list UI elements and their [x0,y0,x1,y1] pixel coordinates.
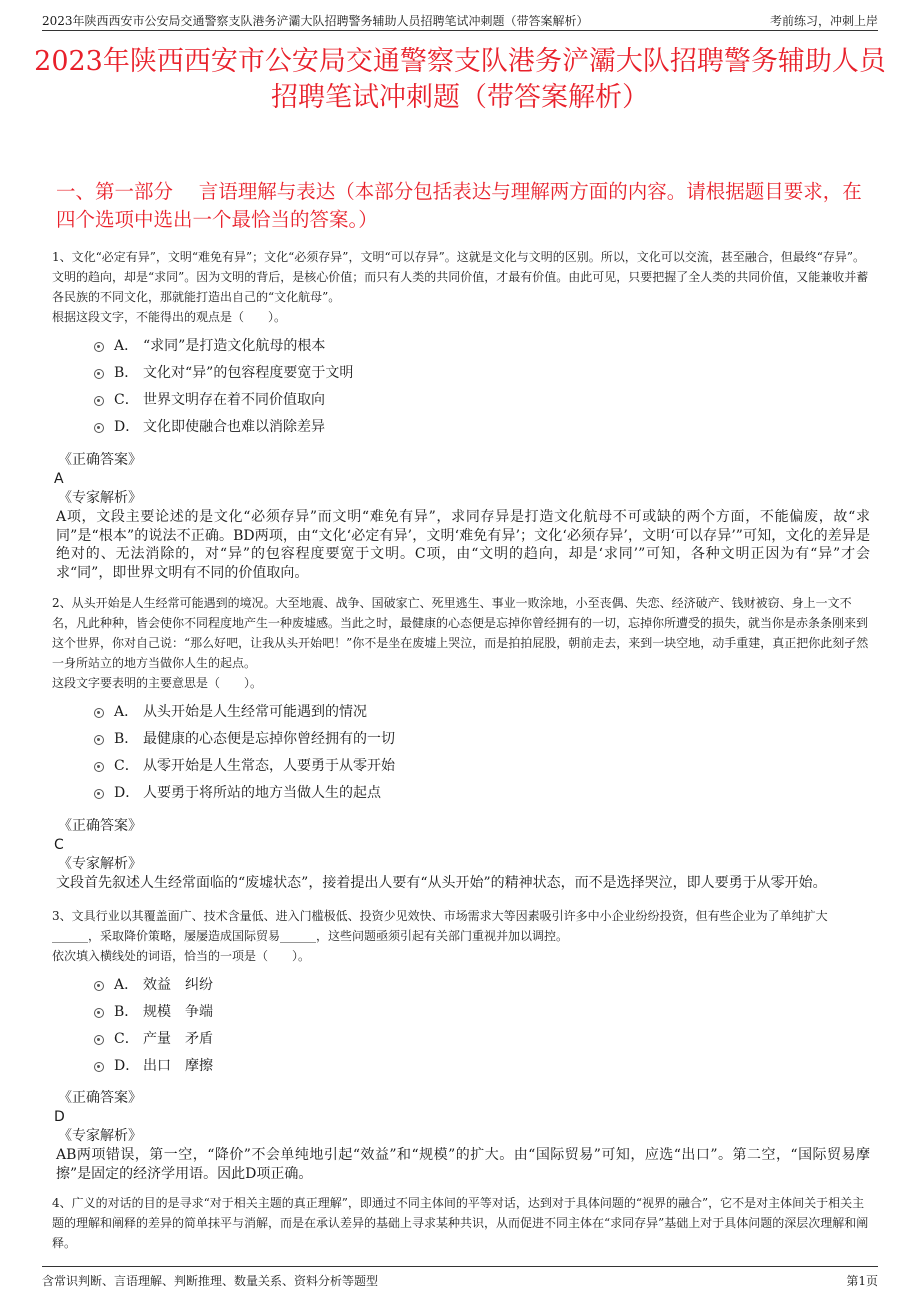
radio-icon[interactable] [94,735,104,745]
option-text: 文化即使融合也难以消除差异 [143,419,325,435]
option-text: 人要勇于将所站的地方当做人生的起点 [143,785,381,801]
option-text: 从头开始是人生经常可能遇到的情况 [143,704,367,720]
option-letter: C． [114,758,139,774]
option-letter: D． [114,1058,140,1074]
options-list [52,699,870,807]
header-slogan: 考前练习，冲刺上岸 [769,14,878,28]
option-d[interactable] [94,1053,870,1080]
radio-icon[interactable] [94,708,104,718]
question-1 [52,247,870,441]
analysis-label: 《专家解析》 [58,856,142,872]
radio-icon[interactable] [94,423,104,433]
option-letter: D． [114,419,140,435]
option-b[interactable] [94,999,870,1026]
radio-icon[interactable] [94,396,104,406]
option-letter: C． [114,392,139,408]
answer-block-3 [52,1089,870,1183]
radio-icon[interactable] [94,981,104,991]
page-number: 第1页 [846,1274,878,1288]
answer-value: D [54,1109,65,1125]
answer-value: C [54,837,64,853]
option-text: 效益 纠纷 [143,977,213,993]
options-list [52,333,870,441]
radio-icon[interactable] [94,1008,104,1018]
question-stem: 1、文化“必定有异”，文明“难免有异”；文化“必须存异”，文明“可以存异”。这就是文化与文明的区别。所以，文化可以交流，甚至融合，但最终“存异”。文明的趋向，却是“求同”。因为文明的背后，是核心价值；而只有人类的共同价值，才最有价值。由此可见，只要把握了全人类的共同价值，又能兼收并蓄各民族的不同文化，那就能打造出自己的“文化航母”。 [52,250,869,304]
option-b[interactable] [94,726,870,753]
header-doc-title: 2023年陕西西安市公安局交通警察支队港务浐灞大队招聘警务辅助人员招聘笔试冲刺题（带答案解析） [42,14,589,28]
radio-icon[interactable] [94,762,104,772]
answer-block-1 [52,451,870,582]
option-text: 世界文明存在着不同价值取向 [143,392,325,408]
radio-icon[interactable] [94,369,104,379]
analysis-label: 《专家解析》 [58,490,142,506]
option-a[interactable] [94,333,870,360]
option-text: “求同”是打造文化航母的根本 [143,338,326,354]
option-d[interactable] [94,780,870,807]
question-prompt: 依次填入横线处的词语，恰当的一项是（ ）。 [52,949,311,963]
radio-icon[interactable] [94,789,104,799]
option-text: 出口 摩擦 [143,1058,213,1074]
option-text: 产量 矛盾 [143,1031,213,1047]
answer-value: A [54,471,64,487]
analysis-text: A项，文段主要论述的是文化“必须存异”而文明“难免有异”，求同存异是打造文化航母不可或缺的两个方面，不能偏废，故“求同”是“根本”的说法不正确。BD两项，由“文化‘必定有异’，文明‘难免有异’；文化‘必须存异’，文明‘可以存异’”可知，文化的差异是绝对的、无法消除的，对“异”的包容程度要宽于文明。C项，由“文明的趋向，却是‘求同’”可知，各种文明正因为有“异”才会求“同”，即世界文明有不同的价值取向。 [56,509,870,581]
footer-topics: 含常识判断、言语理解、判断推理、数量关系、资料分析等题型 [42,1274,379,1288]
page-header [42,10,878,31]
options-list [52,972,870,1080]
option-letter: A． [114,704,139,720]
answer-block-2 [52,817,870,893]
option-text: 规模 争端 [143,1004,213,1020]
question-prompt: 这段文字要表明的主要意思是（ ）。 [52,676,263,690]
question-stem: 4、广义的对话的目的是寻求“对于相关主题的真正理解”，即通过不同主体间的平等对话，达到对于具体问题的“视界的融合”，它不是对主体间关于相关主题的理解和阐释的差异的简单抹平与消解，而是在承认差异的基础上寻求某种共识，从而促进不同主体在“求同存异”基础上对于具体问题的深层次理解和阐释。 [52,1196,869,1250]
option-d[interactable] [94,414,870,441]
option-letter: B． [114,1004,139,1020]
option-letter: A． [114,977,139,993]
analysis-label: 《专家解析》 [58,1128,142,1144]
option-a[interactable] [94,699,870,726]
page-footer [42,1266,878,1287]
option-letter: B． [114,731,139,747]
option-a[interactable] [94,972,870,999]
option-letter: A． [114,338,139,354]
radio-icon[interactable] [94,342,104,352]
option-c[interactable] [94,387,870,414]
option-c[interactable] [94,753,870,780]
option-letter: D． [114,785,140,801]
radio-icon[interactable] [94,1035,104,1045]
radio-icon[interactable] [94,1062,104,1072]
option-c[interactable] [94,1026,870,1053]
analysis-text: 文段首先叙述人生经常面临的“废墟状态”，接着提出人要有“从头开始”的精神状态，而不是选择哭泣，即人要勇于从零开始。 [56,875,827,891]
question-prompt: 根据这段文字，不能得出的观点是（ ）。 [52,310,287,324]
answer-label: 《正确答案》 [58,452,142,468]
section-heading: 一、第一部分 言语理解与表达（本部分包括表达与理解两方面的内容。请根据题目要求，在四个选项中选出一个最恰当的答案。） [56,180,862,231]
answer-label: 《正确答案》 [58,1090,142,1106]
option-text: 文化对“异”的包容程度要宽于文明 [143,365,354,381]
answer-label: 《正确答案》 [58,818,142,834]
question-stem: 2、从头开始是人生经常可能遇到的境况。大至地震、战争、国破家亡、死里逃生、事业一败涂地，小至丧偶、失恋、经济破产、钱财被窃、身上一文不名，凡此种种，皆会使你不同程度地产生一种废墟感。当此之时，最健康的心态便是忘掉你曾经拥有的一切，忘掉你所遭受的损失，就当你是赤条条刚来到这个世界，你对自己说：“那么好吧，让我从头开始吧！”你不是坐在废墟上哭泣，而是拍拍屁股，朝前走去，来到一块空地，动手重建，真正把你此刻孑然一身所站立的地方当做你人生的起点。 [52,596,869,670]
option-text: 最健康的心态便是忘掉你曾经拥有的一切 [143,731,395,747]
question-3 [52,906,870,1080]
option-b[interactable] [94,360,870,387]
analysis-text: AB两项错误，第一空，“降价”不会单纯地引起“效益”和“规模”的扩大。由“国际贸易”可知，应选“出口”。第二空，“国际贸易摩擦”是固定的经济学用语。因此D项正确。 [56,1147,870,1182]
question-2 [52,593,870,807]
question-stem: 3、文具行业以其覆盖面广、技术含量低、进入门槛极低、投资少见效快、市场需求大等因素吸引许多中小企业纷纷投资，但有些企业为了单纯扩大______，采取降价策略，屡屡造成国际贸易______，这些问题亟须引起有关部门重视并加以调控。 [52,909,828,943]
option-text: 从零开始是人生常态，人要勇于从零开始 [143,758,395,774]
option-letter: C． [114,1031,139,1047]
question-4 [52,1193,870,1253]
document-title: 2023年陕西西安市公安局交通警察支队港务浐灞大队招聘警务辅助人员招聘笔试冲刺题（带答案解析） [34,46,886,113]
option-letter: B． [114,365,139,381]
